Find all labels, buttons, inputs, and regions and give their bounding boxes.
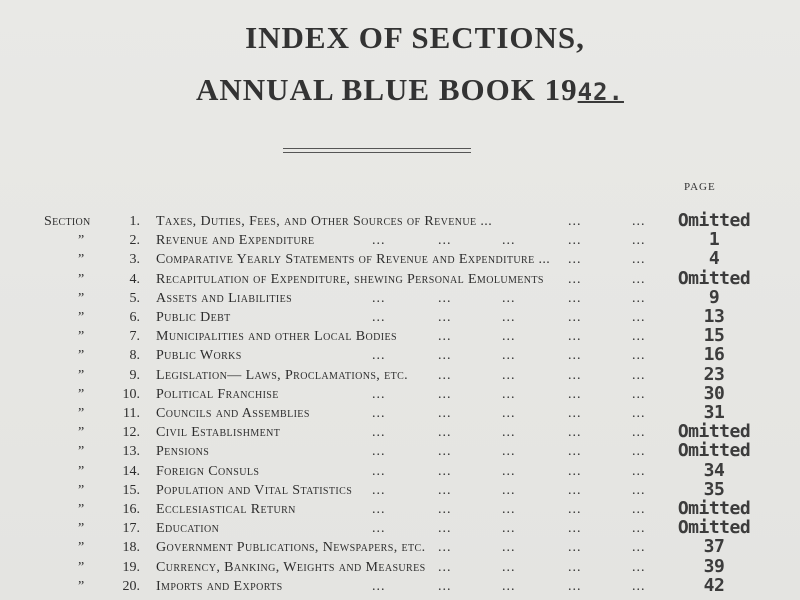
section-title: Public Debt bbox=[156, 310, 231, 325]
page-number: Omitted bbox=[677, 267, 751, 289]
leader-dot: ... bbox=[502, 290, 516, 306]
section-title: Revenue and Expenditure bbox=[156, 233, 315, 249]
leader-dot: ... bbox=[568, 290, 582, 306]
leader-dot: ... bbox=[632, 540, 646, 556]
ditto-mark: ” bbox=[78, 559, 85, 575]
leader-dot: ... bbox=[568, 406, 582, 421]
leader-dot: ... bbox=[632, 386, 646, 402]
page-number: 1 bbox=[708, 229, 720, 251]
leader-dot: ... bbox=[438, 463, 452, 479]
section-number: 10. bbox=[122, 386, 140, 402]
leader-dot: ... bbox=[372, 502, 386, 517]
section-number: 4. bbox=[129, 271, 140, 287]
leader-dot: ... bbox=[502, 463, 516, 479]
ditto-mark: ” bbox=[78, 329, 85, 345]
leader-dot: ... bbox=[372, 406, 386, 421]
leader-dot: ... bbox=[568, 463, 582, 479]
section-number: 19. bbox=[122, 559, 140, 575]
leader-dot: ... bbox=[502, 310, 516, 325]
leader-dot: ... bbox=[438, 521, 452, 537]
page-number: 16 bbox=[703, 344, 725, 366]
leader-dot: ... bbox=[632, 233, 646, 249]
section-number: 20. bbox=[122, 578, 140, 594]
leader-dot: ... bbox=[502, 559, 516, 575]
section-title: Currency, Banking, Weights and Measures bbox=[156, 559, 426, 575]
leader-dot: ... bbox=[372, 578, 386, 594]
section-title: Political Franchise bbox=[156, 386, 279, 402]
leader-dot: ... bbox=[438, 482, 452, 498]
page-subtitle bbox=[0, 72, 800, 108]
page-number: 15 bbox=[703, 325, 725, 347]
leader-dot: ... bbox=[632, 502, 646, 517]
leader-dot: ... bbox=[632, 329, 646, 345]
ditto-mark: ” bbox=[78, 521, 85, 537]
section-title: Foreign Consuls bbox=[156, 463, 260, 479]
section-number: 5. bbox=[129, 290, 140, 306]
ditto-mark: ” bbox=[78, 502, 85, 517]
leader-dot: ... bbox=[632, 463, 646, 479]
leader-dot: ... bbox=[502, 444, 516, 460]
section-number: 15. bbox=[122, 482, 140, 498]
leader-dot: ... bbox=[372, 482, 386, 498]
section-number: 18. bbox=[122, 540, 140, 556]
section-number: 16. bbox=[122, 502, 140, 517]
leader-dot: ... bbox=[372, 521, 386, 537]
leader-dot: ... bbox=[438, 386, 452, 402]
page-number: Omitted bbox=[677, 517, 751, 539]
leader-dot: ... bbox=[438, 367, 452, 383]
leader-dot: ... bbox=[372, 290, 386, 306]
leader-dot: ... bbox=[568, 348, 582, 364]
leader-dot: ... bbox=[372, 444, 386, 460]
section-number: 1. bbox=[129, 214, 140, 229]
section-number: 3. bbox=[129, 252, 140, 268]
section-number: 13. bbox=[122, 444, 140, 460]
page-number: 31 bbox=[703, 402, 725, 423]
ditto-mark: ” bbox=[78, 578, 85, 594]
leader-dot: ... bbox=[568, 540, 582, 556]
ditto-mark: ” bbox=[78, 406, 85, 421]
leader-dot: ... bbox=[502, 502, 516, 517]
leader-dot: ... bbox=[502, 329, 516, 345]
leader-dot: ... bbox=[568, 425, 582, 441]
section-title: Civil Establishment bbox=[156, 425, 281, 441]
leader-dot: ... bbox=[632, 367, 646, 383]
section-title: Imports and Exports bbox=[156, 578, 283, 594]
leader-dot: ... bbox=[438, 540, 452, 556]
leader-dot: ... bbox=[372, 233, 386, 249]
leader-dot: ... bbox=[502, 367, 516, 383]
leader-dot: ... bbox=[632, 214, 646, 229]
page-column-header: PAGE bbox=[684, 181, 716, 193]
ditto-mark: ” bbox=[78, 233, 85, 249]
page-number: Omitted bbox=[677, 421, 751, 443]
ditto-mark: ” bbox=[78, 444, 85, 460]
handwritten-year: 42. bbox=[577, 78, 624, 106]
leader-dot: ... bbox=[438, 578, 452, 594]
page-number: 23 bbox=[703, 363, 725, 385]
ditto-mark: ” bbox=[78, 540, 85, 556]
leader-dot: ... bbox=[568, 521, 582, 537]
leader-dot: ... bbox=[438, 233, 452, 249]
leader-dot: ... bbox=[438, 425, 452, 441]
leader-dot: ... bbox=[502, 386, 516, 402]
section-title: Public Works bbox=[156, 348, 242, 364]
section-number: 11. bbox=[123, 406, 140, 421]
ditto-mark: ” bbox=[78, 290, 85, 306]
leader-dot: ... bbox=[632, 252, 646, 268]
leader-dot: ... bbox=[632, 406, 646, 421]
page-number: 39 bbox=[703, 555, 725, 577]
section-number: 12. bbox=[122, 425, 140, 441]
page-number: 4 bbox=[708, 248, 720, 270]
section-title: Ecclesiastical Return bbox=[156, 502, 296, 517]
leader-dot: ... bbox=[502, 348, 516, 364]
leader-dot: ... bbox=[568, 444, 582, 460]
leader-dot: ... bbox=[568, 386, 582, 402]
ditto-mark: ” bbox=[78, 348, 85, 364]
table-row bbox=[0, 574, 800, 598]
ditto-mark: ” bbox=[78, 252, 85, 268]
ditto-mark: ” bbox=[78, 482, 85, 498]
section-number: 6. bbox=[129, 310, 140, 325]
section-title: Recapitulation of Expenditure, shewing Personal Emoluments bbox=[156, 271, 544, 287]
leader-dot: ... bbox=[568, 578, 582, 594]
section-title: Pensions bbox=[156, 444, 210, 460]
section-title: Councils and Assemblies bbox=[156, 406, 310, 421]
section-title: Taxes, Duties, Fees, and Other Sources of Revenue ... bbox=[156, 214, 493, 229]
page-number: Omitted bbox=[677, 498, 751, 519]
leader-dot: ... bbox=[502, 578, 516, 594]
leader-dot: ... bbox=[372, 310, 386, 325]
leader-dot: ... bbox=[438, 559, 452, 575]
leader-dot: ... bbox=[372, 463, 386, 479]
leader-dot: ... bbox=[438, 290, 452, 306]
section-title: Government Publications, Newspapers, etc. bbox=[156, 540, 426, 556]
leader-dot: ... bbox=[568, 310, 582, 325]
title-rule-bottom bbox=[283, 152, 471, 153]
page-number: 35 bbox=[703, 478, 725, 500]
leader-dot: ... bbox=[438, 406, 452, 421]
leader-dot: ... bbox=[438, 310, 452, 325]
ditto-mark: ” bbox=[78, 386, 85, 402]
section-number: 9. bbox=[129, 367, 140, 383]
leader-dot: ... bbox=[568, 214, 582, 229]
ditto-mark: ” bbox=[78, 367, 85, 383]
leader-dot: ... bbox=[438, 348, 452, 364]
section-title: Legislation— Laws, Proclamations, etc. bbox=[156, 367, 409, 383]
leader-dot: ... bbox=[632, 271, 646, 287]
leader-dot: ... bbox=[502, 540, 516, 556]
page-title: INDEX OF SECTIONS, bbox=[245, 20, 585, 55]
leader-dot: ... bbox=[568, 367, 582, 383]
section-number: 17. bbox=[122, 521, 140, 537]
title-rule-top bbox=[283, 148, 471, 149]
section-label: Section bbox=[44, 214, 91, 229]
leader-dot: ... bbox=[568, 271, 582, 287]
leader-dot: ... bbox=[632, 559, 646, 575]
leader-dot: ... bbox=[568, 502, 582, 517]
page-number: 9 bbox=[708, 286, 720, 308]
page-number: 13 bbox=[703, 306, 725, 327]
page-number: 34 bbox=[703, 459, 725, 481]
leader-dot: ... bbox=[632, 444, 646, 460]
leader-dot: ... bbox=[502, 406, 516, 421]
leader-dot: ... bbox=[438, 444, 452, 460]
leader-dot: ... bbox=[632, 578, 646, 594]
leader-dot: ... bbox=[632, 521, 646, 537]
ditto-mark: ” bbox=[78, 271, 85, 287]
ditto-mark: ” bbox=[78, 463, 85, 479]
leader-dot: ... bbox=[502, 233, 516, 249]
section-number: 14. bbox=[122, 463, 140, 479]
leader-dot: ... bbox=[372, 386, 386, 402]
section-title: Population and Vital Statistics bbox=[156, 482, 353, 498]
ditto-mark: ” bbox=[78, 425, 85, 441]
section-title: Municipalities and other Local Bodies bbox=[156, 329, 397, 345]
leader-dot: ... bbox=[568, 252, 582, 268]
leader-dot: ... bbox=[632, 310, 646, 325]
leader-dot: ... bbox=[438, 329, 452, 345]
leader-dot: ... bbox=[568, 233, 582, 249]
page-number: 30 bbox=[703, 382, 725, 404]
leader-dot: ... bbox=[568, 329, 582, 345]
leader-dot: ... bbox=[502, 482, 516, 498]
section-number: 7. bbox=[129, 329, 140, 345]
leader-dot: ... bbox=[372, 348, 386, 364]
leader-dot: ... bbox=[632, 348, 646, 364]
section-title: Comparative Yearly Statements of Revenue and Expenditure ... bbox=[156, 252, 551, 268]
leader-dot: ... bbox=[632, 425, 646, 441]
leader-dot: ... bbox=[632, 290, 646, 306]
page-number: 37 bbox=[703, 536, 725, 558]
section-number: 2. bbox=[129, 233, 140, 249]
section-title: Assets and Liabilities bbox=[156, 290, 293, 306]
page-number: Omitted bbox=[677, 440, 751, 462]
section-title: Education bbox=[156, 521, 220, 537]
leader-dot: ... bbox=[438, 502, 452, 517]
leader-dot: ... bbox=[502, 425, 516, 441]
leader-dot: ... bbox=[502, 521, 516, 537]
section-number: 8. bbox=[129, 348, 140, 364]
leader-dot: ... bbox=[632, 482, 646, 498]
page-number: 42 bbox=[703, 574, 725, 596]
page-number: Omitted bbox=[677, 210, 751, 231]
subtitle-text: ANNUAL BLUE BOOK 19 bbox=[196, 72, 578, 107]
leader-dot: ... bbox=[568, 482, 582, 498]
leader-dot: ... bbox=[372, 425, 386, 441]
leader-dot: ... bbox=[568, 559, 582, 575]
ditto-mark: ” bbox=[78, 310, 85, 325]
